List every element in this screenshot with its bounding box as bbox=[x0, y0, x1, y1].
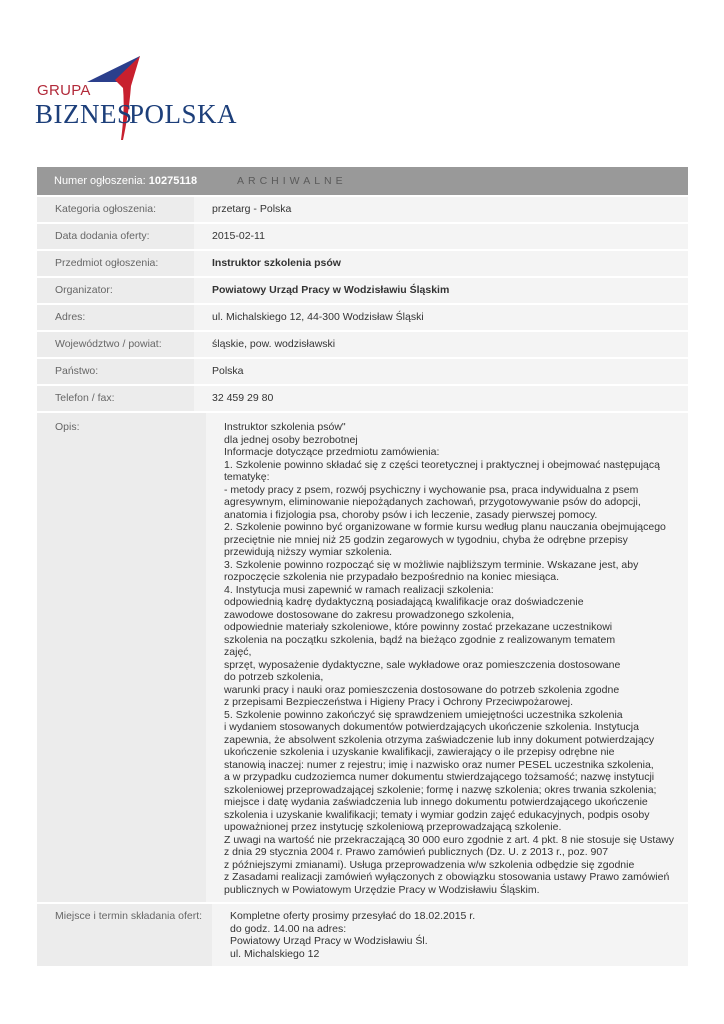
row-voivodeship bbox=[37, 330, 688, 357]
description-line: odpowiednią kadrę dydaktyczną posiadającą kwalifikacje oraz doświadczenie bbox=[224, 596, 584, 608]
description-line: stanowią inaczej: numer z rejestru; imię i nazwisko oraz numer PESEL uczestnika szkolenia, bbox=[224, 758, 654, 771]
row-value: przetarg - Polska bbox=[194, 197, 688, 222]
description-line: szkolenia i uzyskanie kwalifikacji; tematy i wymiar godzin zajęć edukacyjnych, podpis osoby bbox=[224, 808, 650, 821]
row-label: Organizator: bbox=[37, 278, 194, 303]
description-line: Z uwagi na wartość nie przekraczającą 30 000 euro zgodnie z art. 4 pkt. 8 nie stosuje się Ustawy bbox=[224, 833, 674, 846]
submission-text bbox=[212, 904, 688, 966]
row-address bbox=[37, 303, 688, 330]
description-line: a w przypadku cudzoziemca numer dokumentu stwierdzającego tożsamość; nazwę instytucji bbox=[224, 771, 655, 783]
description-line: odpowiednie materiały szkoleniowe, które powinny zostać przekazane uczestnikowi bbox=[224, 621, 613, 633]
submission-line: ul. Michalskiego 12 bbox=[230, 947, 320, 960]
row-label: Adres: bbox=[37, 305, 194, 330]
description-line: 5. Szkolenie powinno zakończyć się sprawdzeniem umiejętności uczestnika szkolenia bbox=[224, 708, 623, 721]
announcement-table bbox=[37, 167, 688, 966]
description-line: ukończenie szkolenia i uzyskanie kwalifikacji, zawierający o ile przepisy odrębne nie bbox=[224, 746, 615, 758]
description-line: upoważnionej przez instytucję szkoleniową przeprowadzającą szkolenie. bbox=[224, 821, 562, 833]
row-phone bbox=[37, 384, 688, 411]
row-value: śląskie, pow. wodzisławski bbox=[194, 332, 688, 357]
description-line: szkolenia na początku szkolenia, bądź na bieżąco zgodnie z realizowanym tematem bbox=[224, 633, 616, 646]
description-line: 4. Instytucja musi zapewnić w ramach realizacji szkolenia: bbox=[224, 583, 494, 596]
submission-line: Kompletne oferty prosimy przesyłać do 18.02.2015 r. bbox=[230, 910, 476, 922]
row-category bbox=[37, 195, 688, 222]
description-line: i wydaniem stosowanych dokumentów potwierdzających ukończenie szkolenia. Instytucja bbox=[224, 721, 639, 733]
row-description bbox=[37, 411, 688, 902]
description-line: 2. Szkolenie powinno być organizowane w formie kursu według planu nauczania obejmującego bbox=[224, 521, 666, 533]
row-label: Miejsce i termin składania ofert: bbox=[37, 904, 212, 966]
row-label: Opis: bbox=[37, 413, 206, 902]
row-value: ul. Michalskiego 12, 44-300 Wodzisław Śląski bbox=[194, 305, 688, 330]
row-value bbox=[194, 278, 688, 303]
submission-line: do godz. 14.00 na adres: bbox=[230, 922, 347, 935]
description-line: miejsce i datę wydania zaświadczenia lub innego dokumentu potwierdzającego ukończenie bbox=[224, 796, 648, 808]
row-label: Telefon / fax: bbox=[37, 386, 194, 411]
description-line: zapewnia, że absolwent szkolenia otrzyma zaświadczenie lub inny dokument potwierdzający bbox=[224, 733, 655, 746]
description-line: Informacje dotyczące przedmiotu zamówienia: bbox=[224, 446, 440, 458]
row-subject bbox=[37, 249, 688, 276]
description-line: przewidują niższy wymiar szkolenia. bbox=[224, 546, 393, 558]
announcement-header bbox=[37, 167, 688, 195]
logo-biznes-text: BIZNES bbox=[35, 99, 133, 129]
row-label: Przedmiot ogłoszenia: bbox=[37, 251, 194, 276]
organizer-value: Powiatowy Urząd Pracy w Wodzisławiu Śląskim bbox=[212, 284, 450, 296]
description-line: 1. Szkolenie powinno składać się z części teoretycznej i praktycznej i obejmować następującą bbox=[224, 458, 660, 471]
announcement-number-label: Numer ogłoszenia: bbox=[54, 175, 146, 187]
logo-grupa-text: GRUPA bbox=[37, 82, 91, 99]
description-line: warunki pracy i nauki oraz pomieszczenia dostosowane do potrzeb szkolenia zgodne bbox=[224, 683, 620, 696]
row-label: Data dodania oferty: bbox=[37, 224, 194, 249]
description-line: rozpoczęcie szkolenia nie przypadało bezpośrednio na koniec miesiąca. bbox=[224, 571, 560, 583]
row-organizer bbox=[37, 276, 688, 303]
description-line: zawodowe dostosowane do zakresu prowadzonego szkolenia, bbox=[224, 608, 515, 621]
description-line: agresywnym, eliminowanie niepożądanych zachowań, przygotowywanie psów do adopcji, bbox=[224, 496, 641, 508]
description-line: sprzęt, wyposażenie dydaktyczne, sale wykładowe oraz pomieszczenia dostosowane bbox=[224, 658, 621, 671]
description-line: z Zasadami realizacji zamówień wyłączonych z obowiązku stosowania ustawy Prawo zamówień bbox=[224, 871, 670, 883]
row-submission bbox=[37, 902, 688, 966]
description-line: Instruktor szkolenia psów" bbox=[224, 421, 346, 433]
status-badge: ARCHIWALNE bbox=[237, 175, 347, 187]
description-line: szkoleniowej przeprowadzającej szkolenie; formę i nazwę szkolenia; okres trwania szkolenia; bbox=[224, 783, 657, 796]
description-line: 3. Szkolenie powinno rozpocząć się w możliwie najbliższym terminie. Wskazane jest, aby bbox=[224, 558, 639, 571]
description-line: - metody pracy z psem, rozwój psychiczny i wychowanie psa, praca indywidualna z psem bbox=[224, 483, 639, 496]
announcement-number bbox=[54, 175, 234, 187]
row-label: Kategoria ogłoszenia: bbox=[37, 197, 194, 222]
row-value: 2015-02-11 bbox=[194, 224, 688, 249]
description-line: z dnia 29 stycznia 2004 r. Prawo zamówień publicznych (Dz. U. z 2013 r., poz. 907 bbox=[224, 846, 609, 858]
row-value: 32 459 29 80 bbox=[194, 386, 688, 411]
row-value bbox=[194, 251, 688, 276]
description-line: przeciętnie nie mniej niż 25 godzin zegarowych w tygodniu, chyba że odrębne przepisy bbox=[224, 533, 628, 546]
row-date-added bbox=[37, 222, 688, 249]
description-line: tematykę: bbox=[224, 471, 270, 483]
description-line: publicznych w Powiatowym Urzędzie Pracy w Wodzisławiu Śląskim. bbox=[224, 883, 540, 896]
description-line: do potrzeb szkolenia, bbox=[224, 671, 324, 683]
row-country bbox=[37, 357, 688, 384]
description-text bbox=[206, 413, 688, 902]
row-label: Państwo: bbox=[37, 359, 194, 384]
description-line: z przepisami Bezpieczeństwa i Higieny Pracy i Ochrony Przeciwpożarowej. bbox=[224, 696, 573, 708]
description-line: dla jednej osoby bezrobotnej bbox=[224, 433, 358, 446]
description-line: zajęć, bbox=[224, 646, 252, 658]
subject-value: Instruktor szkolenia psów bbox=[212, 257, 341, 269]
description-line: z późniejszymi zmianami). Usługa przeprowadzenia w/w szkolenia odbędzie się zgodnie bbox=[224, 858, 635, 871]
announcement-number-value: 10275118 bbox=[148, 175, 198, 187]
company-logo bbox=[35, 52, 238, 144]
description-line: anatomia i fizjologia psa, choroby psów i ich leczenie, zasady pierwszej pomocy. bbox=[224, 508, 598, 521]
row-value: Polska bbox=[194, 359, 688, 384]
logo-polska-text: POLSKA bbox=[129, 99, 238, 129]
row-label: Województwo / powiat: bbox=[37, 332, 194, 357]
submission-line: Powiatowy Urząd Pracy w Wodzisławiu Śl. bbox=[230, 935, 428, 947]
